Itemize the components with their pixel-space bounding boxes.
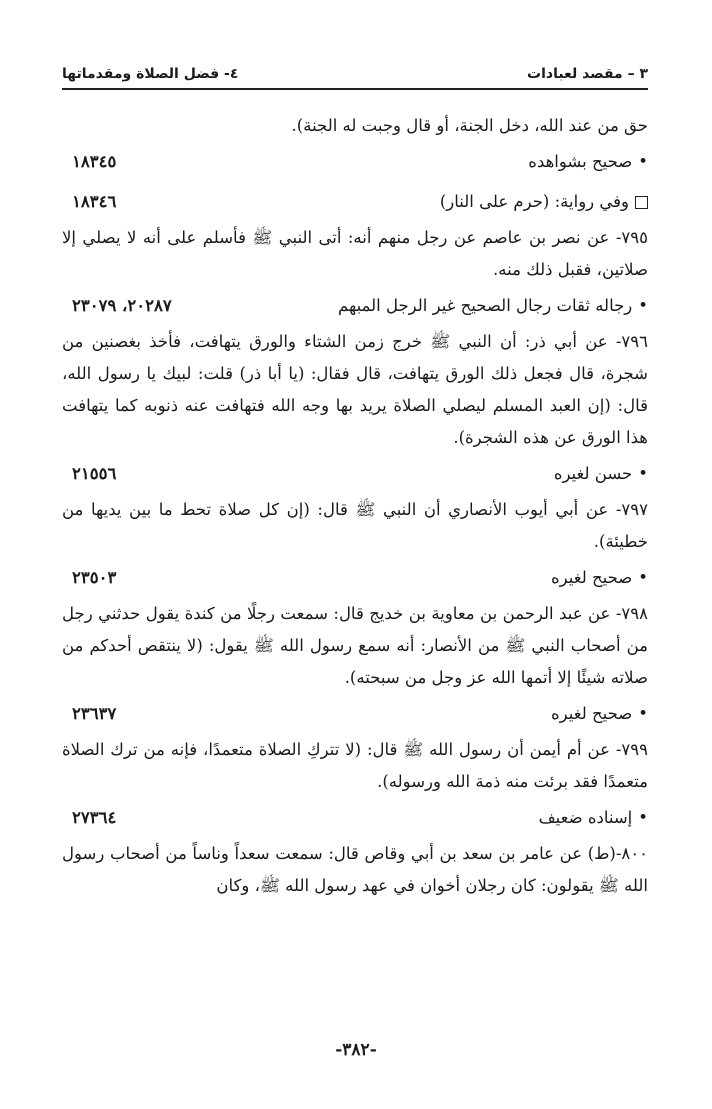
grading-row: [62, 286, 648, 326]
header-rule: [62, 88, 648, 90]
bullet-icon: •: [638, 808, 648, 827]
grading-text: [539, 798, 648, 838]
grading-row: [62, 558, 648, 598]
bullet-icon: •: [638, 704, 648, 723]
reference-number: ١٨٣٤٦: [72, 192, 117, 211]
grading-text: [528, 142, 648, 182]
bullet-icon: •: [638, 464, 648, 483]
reference-number: ٢٧٣٦٤: [72, 808, 117, 827]
hadith-paragraph: ٧٩٦- عن أبي ذر: أن النبي ﷺ خرج زمن الشتاء والورق يتهافت، فأخذ بغصنين من شجرة، قال فجعل ذلك الورق يتهافت، قال فقال: (يا أبا ذر) قلت: لبيك يا رسول الله، قال: (إن العبد المسلم ليصلي الصلاة يريد بها وجه الله فتهافت عنه ذنوبه كما يتهافت هذا الورق عن هذه الشجرة).: [62, 332, 648, 447]
header-chapter: ٣ – مقصد لعبادات: [527, 66, 648, 82]
grading-row: [62, 142, 648, 182]
hadith-paragraph: ٧٩٥- عن نصر بن عاصم عن رجل منهم أنه: أتى النبي ﷺ فأسلم على أنه لا يصلي إلا صلاتين، فقبل ذلك منه.: [62, 228, 648, 279]
square-bullet-icon: [635, 196, 648, 209]
grading-row: [62, 454, 648, 494]
page-number: -٣٨٢-: [335, 1040, 377, 1060]
grading-label: إسناده ضعيف: [538, 808, 633, 827]
reference-number: ٢٣٥٠٣: [72, 568, 117, 587]
grading-label: صحيح لغيره: [551, 568, 633, 587]
grading-label: صحيح بشواهده: [528, 152, 633, 171]
bullet-icon: •: [638, 296, 648, 315]
grading-row: [62, 798, 648, 838]
reference-number: ٢٣٦٣٧: [72, 704, 117, 723]
page-body: [62, 110, 648, 902]
running-header: [62, 62, 648, 90]
grading-text: [551, 694, 648, 734]
hadith-paragraph: ٨٠٠-(ط) عن عامر بن سعد بن أبي وقاص قال: سمعت سعداً وناساً من أصحاب رسول الله ﷺ يقولون: كان رجلان أخوان في عهد رسول الله ﷺ، وكان: [62, 844, 648, 895]
grading-label: وفي رواية: (حرم على النار): [439, 192, 629, 211]
reference-number: ١٨٣٤٥: [72, 152, 117, 171]
grading-row: [62, 182, 648, 222]
grading-text: [440, 182, 648, 222]
grading-label: حسن لغيره: [553, 464, 633, 483]
hadith-paragraph: ٧٩٧- عن أبي أيوب الأنصاري أن النبي ﷺ قال: (إن كل صلاة تحط ما بين يديها من خطيئة).: [62, 500, 648, 551]
bullet-icon: •: [638, 152, 648, 171]
hadith-paragraph: ٧٩٨- عن عبد الرحمن بن معاوية بن خديج قال: سمعت رجلًا من كندة يقول حدثني رجل من أصحاب النبي ﷺ من الأنصار: أنه سمع رسول الله ﷺ يقول: (لا ينتقص أحدكم من صلاته شيئًا إلا أتمها الله عز وجل من سبحته).: [62, 604, 648, 687]
grading-text: [551, 558, 648, 598]
grading-text: [338, 286, 648, 326]
grading-text: [554, 454, 648, 494]
grading-label: رجاله ثقات رجال الصحيح غير الرجل المبهم: [338, 296, 633, 315]
hadith-paragraph: حق من عند الله، دخل الجنة، أو قال وجبت له الجنة).: [291, 116, 648, 135]
header-section: ٤- فضل الصلاة ومقدماتها: [62, 66, 239, 82]
grading-row: [62, 694, 648, 734]
grading-label: صحيح لغيره: [551, 704, 633, 723]
hadith-paragraph: ٧٩٩- عن أم أيمن أن رسول الله ﷺ قال: (لا تتركِ الصلاة متعمدًا، فإنه من ترك الصلاة متعمدًا فقد برئت منه ذمة الله ورسوله).: [62, 740, 648, 791]
bullet-icon: •: [638, 568, 648, 587]
reference-number: ٢٠٢٨٧، ٢٣٠٧٩: [72, 296, 172, 315]
reference-number: ٢١٥٥٦: [72, 464, 117, 483]
